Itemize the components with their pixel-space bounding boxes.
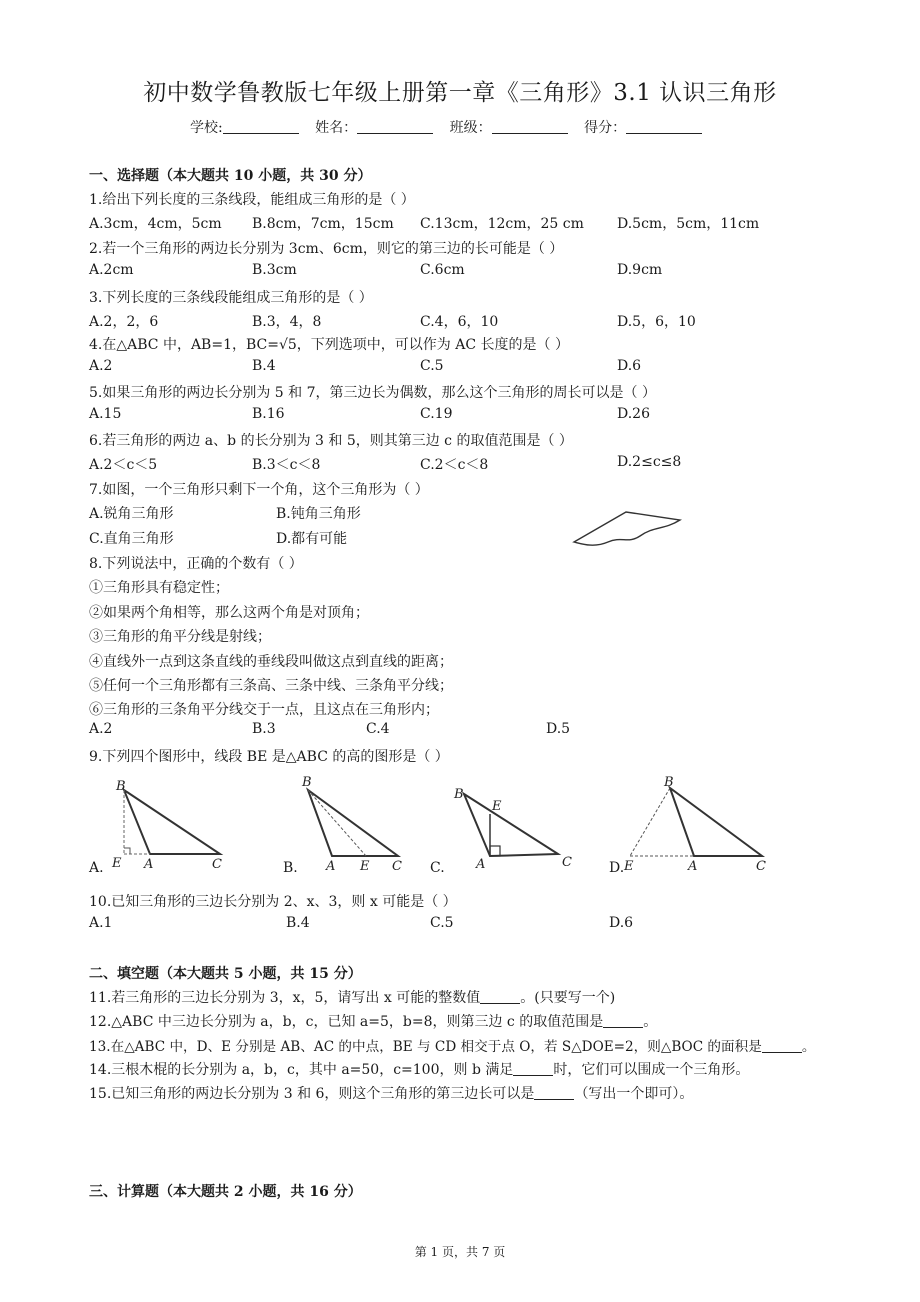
q15-answer-blank[interactable] xyxy=(534,1087,574,1100)
q8-statement-5: ⑤任何一个三角形都有三条高、三条中线、三条角平分线； xyxy=(89,678,453,694)
q8-option-c[interactable]: C.4 xyxy=(366,721,390,737)
q7-option-b[interactable]: B.钝角三角形 xyxy=(276,506,361,522)
school-blank[interactable] xyxy=(223,119,299,134)
q1-stem: 1.给出下列长度的三条线段，能组成三角形的是（ ） xyxy=(89,192,415,208)
q12-text: 12.△ABC 中三边长分别为 a，b，c，已知 a=5，b=8，则第三边 c 的取值范围是 xyxy=(89,1014,604,1030)
q12-tail: 。 xyxy=(643,1014,658,1030)
school-label: 学校: xyxy=(190,120,223,136)
q8-option-d[interactable]: D.5 xyxy=(546,721,571,737)
q9b-label-e: E xyxy=(360,859,370,874)
q9-figure-c xyxy=(446,778,586,874)
q5-stem: 5.如果三角形的两边长分别为 5 和 7，第三边长为偶数，那么这个三角形的周长可以是（ ） xyxy=(89,385,656,401)
q7-stem: 7.如图，一个三角形只剩下一个角，这个三角形为（ ） xyxy=(89,482,429,498)
q3-option-c[interactable]: C.4，6，10 xyxy=(420,314,499,330)
q6-option-c[interactable]: C.2＜c＜8 xyxy=(420,457,489,473)
q8-stem: 8.下列说法中，正确的个数有（ ） xyxy=(89,556,303,572)
q9a-triangle xyxy=(124,790,220,854)
q2-stem: 2.若一个三角形的两边长分别为 3cm、6cm，则它的第三边的长可能是（ ） xyxy=(89,241,564,257)
q15 xyxy=(89,1083,693,1103)
q9-option-a[interactable]: A. xyxy=(89,860,104,876)
q12-answer-blank[interactable] xyxy=(603,1015,643,1028)
q7-option-a[interactable]: A.锐角三角形 xyxy=(89,506,174,522)
section-heading-choice: 一、选择题（本大题共 10 小题，共 30 分） xyxy=(89,168,372,184)
q9c-right-angle-mark xyxy=(490,846,500,856)
q14 xyxy=(89,1059,749,1079)
name-label: 姓名： xyxy=(315,120,358,136)
q13 xyxy=(89,1035,815,1055)
q9-option-d[interactable]: D. xyxy=(609,860,625,876)
q15-text: 15.已知三角形的两边长分别为 3 和 6，则这个三角形的第三边长可以是 xyxy=(89,1086,535,1102)
q11 xyxy=(89,987,615,1007)
q6-option-b[interactable]: B.3＜c＜8 xyxy=(252,457,321,473)
q13-tail: 。 xyxy=(801,1039,816,1055)
q10-stem: 10.已知三角形的三边长分别为 2、x、3，则 x 可能是（ ） xyxy=(89,894,457,910)
student-info-row xyxy=(190,117,714,137)
q9a-label-c: C xyxy=(212,857,222,872)
q10-option-d[interactable]: D.6 xyxy=(609,915,634,931)
q9c-label-b: B xyxy=(454,787,464,802)
q13-text: 13.在△ABC 中，D、E 分别是 AB、AC 的中点，BE 与 CD 相交于点 O，若 S△DOE=2，则△BOC 的面积是 xyxy=(89,1039,762,1055)
q6-option-d[interactable]: D.2≤c≤8 xyxy=(617,454,682,470)
q14-text: 14.三根木棍的长分别为 a，b，c，其中 a=50，c=100，则 b 满足 xyxy=(89,1062,514,1078)
q2-option-c[interactable]: C.6cm xyxy=(420,262,465,278)
page-title: 初中数学鲁教版七年级上册第一章《三角形》3.1 认识三角形 xyxy=(143,80,777,106)
name-blank[interactable] xyxy=(357,119,433,134)
q5-option-a[interactable]: A.15 xyxy=(89,406,122,422)
q9-figure-b xyxy=(296,770,416,874)
score-label: 得分： xyxy=(584,120,627,136)
q1-option-a[interactable]: A.3cm，4cm，5cm xyxy=(89,216,222,232)
q15-tail: （写出一个即可）。 xyxy=(574,1086,694,1102)
q2-option-b[interactable]: B.3cm xyxy=(252,262,297,278)
class-label: 班级： xyxy=(449,120,492,136)
q14-tail: 时，它们可以围成一个三角形。 xyxy=(553,1062,750,1078)
q8-option-b[interactable]: B.3 xyxy=(252,721,276,737)
q9-option-b[interactable]: B. xyxy=(283,860,298,876)
q5-option-b[interactable]: B.16 xyxy=(252,406,285,422)
q9a-label-b: B xyxy=(116,779,126,794)
q9a-label-e: E xyxy=(112,856,122,871)
q9c-label-c: C xyxy=(562,855,572,870)
q9d-segment-be xyxy=(630,788,670,856)
q5-option-d[interactable]: D.26 xyxy=(617,406,650,422)
q1-option-b[interactable]: B.8cm，7cm，15cm xyxy=(252,216,394,232)
q9-figure-d xyxy=(618,772,778,874)
page-footer: 第 1 页，共 7 页 xyxy=(414,1245,506,1259)
q8-option-a[interactable]: A.2 xyxy=(89,721,113,737)
q7-option-c[interactable]: C.直角三角形 xyxy=(89,531,174,547)
section-heading-calculation: 三、计算题（本大题共 2 小题，共 16 分） xyxy=(89,1184,362,1200)
q9b-label-b: B xyxy=(302,775,312,790)
q14-answer-blank[interactable] xyxy=(513,1063,553,1076)
q9b-label-a: A xyxy=(326,859,336,874)
q7-option-d[interactable]: D.都有可能 xyxy=(276,531,348,547)
q9c-label-e: E xyxy=(492,799,502,814)
q5-option-c[interactable]: C.19 xyxy=(420,406,453,422)
q9d-label-a: A xyxy=(688,859,698,874)
q10-option-c[interactable]: C.5 xyxy=(430,915,454,931)
q10-option-b[interactable]: B.4 xyxy=(286,915,310,931)
q9-figure-a xyxy=(104,774,234,874)
class-blank[interactable] xyxy=(492,119,568,134)
q8-statement-4: ④直线外一点到这条直线的垂线段叫做这点到直线的距离； xyxy=(89,654,453,670)
q3-option-b[interactable]: B.3，4，8 xyxy=(252,314,322,330)
q11-answer-blank[interactable] xyxy=(480,991,520,1004)
q9b-triangle xyxy=(308,790,398,856)
q4-option-a[interactable]: A.2 xyxy=(89,358,113,374)
score-blank[interactable] xyxy=(626,119,702,134)
q9a-label-a: A xyxy=(144,857,154,872)
q4-stem: 4.在△ABC 中，AB=1，BC=√5，下列选项中，可以作为 AC 长度的是（ ） xyxy=(89,337,569,353)
q1-option-c[interactable]: C.13cm，12cm，25 cm xyxy=(420,216,584,232)
q8-statement-6: ⑥三角形的三条角平分线交于一点，且这点在三角形内； xyxy=(89,702,439,718)
q9c-label-a: A xyxy=(476,857,486,872)
q13-answer-blank[interactable] xyxy=(762,1040,802,1053)
q4-option-d[interactable]: D.6 xyxy=(617,358,642,374)
q2-option-a[interactable]: A.2cm xyxy=(89,262,134,278)
q9d-label-b: B xyxy=(664,775,674,790)
q8-statement-1: ①三角形具有稳定性； xyxy=(89,580,229,596)
q1-option-d[interactable]: D.5cm，5cm，11cm xyxy=(617,216,760,232)
q4-option-c[interactable]: C.5 xyxy=(420,358,444,374)
q3-option-d[interactable]: D.5，6，10 xyxy=(617,314,696,330)
q9b-segment-be xyxy=(308,790,366,856)
q8-statement-3: ③三角形的角平分线是射线； xyxy=(89,629,271,645)
q9d-triangle xyxy=(670,788,762,856)
q8-statement-2: ②如果两个角相等，那么这两个角是对顶角； xyxy=(89,605,369,621)
q6-option-a[interactable]: A.2＜c＜5 xyxy=(89,457,158,473)
q9d-label-e: E xyxy=(624,859,634,874)
q12 xyxy=(89,1011,657,1031)
q11-text: 11.若三角形的三边长分别为 3，x，5，请写出 x 可能的整数值 xyxy=(89,990,481,1006)
q6-stem: 6.若三角形的两边 a、b 的长分别为 3 和 5，则其第三边 c 的取值范围是（ ） xyxy=(89,433,573,449)
q9a-right-angle-mark xyxy=(124,848,130,854)
q9b-label-c: C xyxy=(392,859,402,874)
q3-option-a[interactable]: A.2，2，6 xyxy=(89,314,159,330)
q9c-triangle xyxy=(464,794,558,856)
q7-angle-shape xyxy=(574,512,680,545)
section-heading-fill-in: 二、填空题（本大题共 5 小题，共 15 分） xyxy=(89,966,362,982)
q3-stem: 3.下列长度的三条线段能组成三角形的是（ ） xyxy=(89,290,373,306)
q9-stem: 9.下列四个图形中，线段 BE 是△ABC 的高的图形是（ ） xyxy=(89,749,449,765)
q9-option-c[interactable]: C. xyxy=(430,860,445,876)
q7-broken-angle-figure xyxy=(568,500,688,552)
q10-option-a[interactable]: A.1 xyxy=(89,915,113,931)
q11-tail: 。(只要写一个) xyxy=(520,990,616,1006)
q2-option-d[interactable]: D.9cm xyxy=(617,262,663,278)
q4-option-b[interactable]: B.4 xyxy=(252,358,276,374)
q9d-label-c: C xyxy=(756,859,766,874)
